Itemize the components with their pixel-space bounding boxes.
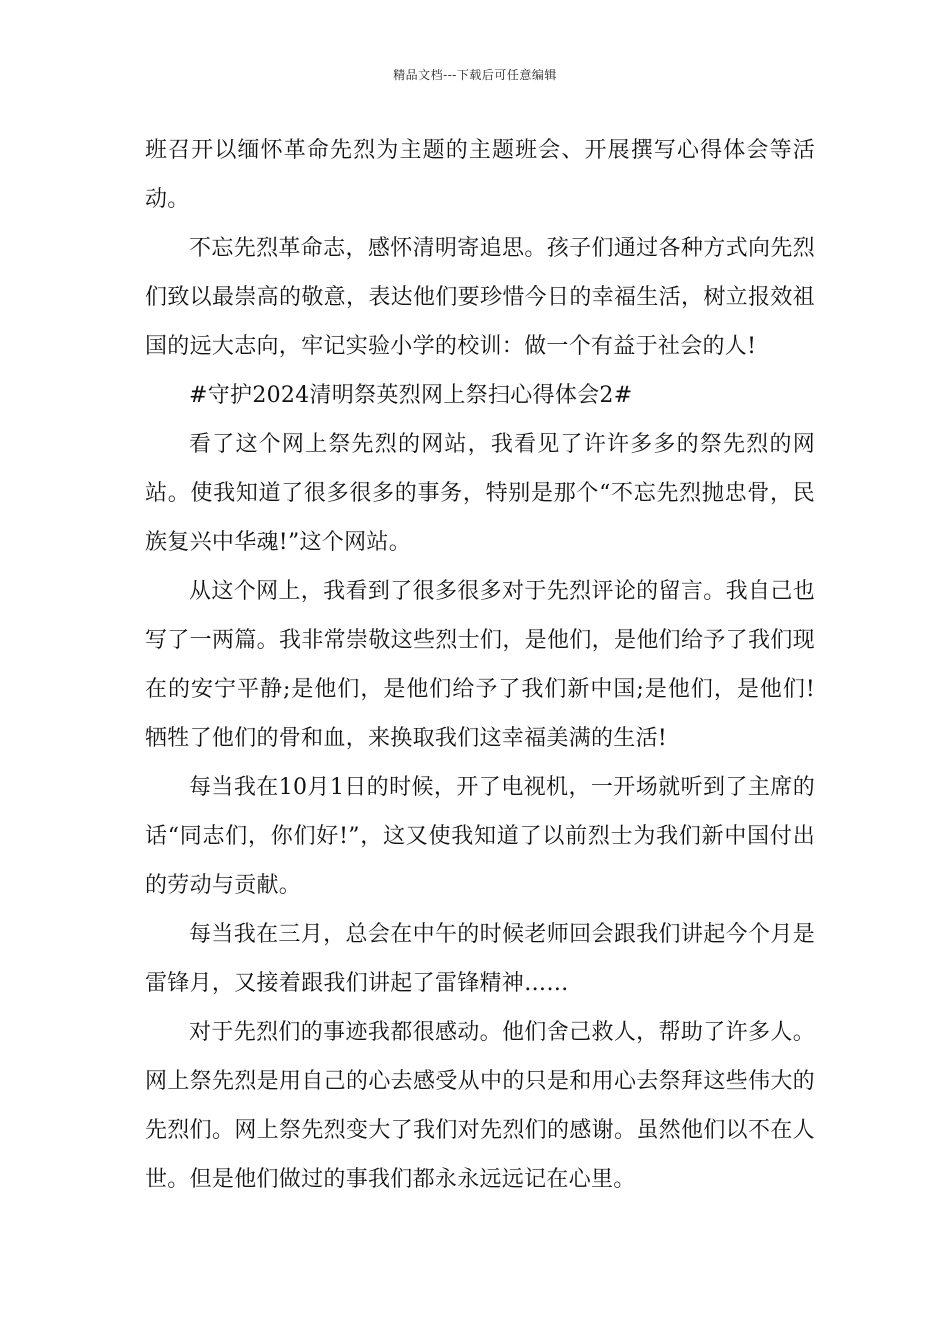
paragraph-2: 不忘先烈革命志，感怀清明寄追思。孩子们通过各种方式向先烈们致以最崇高的敬意，表达他们要珍惜今日的幸福生活，树立报效祖国的远大志向，牢记实验小学的校训：做一个有益于社会的人! <box>145 236 815 359</box>
paragraph-5: 每当我在10月1日的时候，开了电视机，一开场就听到了主席的话“同志们，你们好!”，这又使我知道了以前烈士为我们新中国付出的劳动与贡献。 <box>145 775 815 898</box>
paragraph-1: 班召开以缅怀革命先烈为主题的主题班会、开展撰写心得体会等活动。 <box>145 138 815 212</box>
document-body <box>145 126 815 1204</box>
paragraph-6: 每当我在三月，总会在中午的时候老师回会跟我们讲起今个月是雷锋月，又接着跟我们讲起了雷锋精神…… <box>145 922 815 996</box>
page-header: 精品文档---下载后可任意编辑 <box>393 68 557 82</box>
paragraph-7: 对于先烈们的事迹我都很感动。他们舍己救人，帮助了许多人。网上祭先烈是用自己的心去感受从中的只是和用心去祭拜这些伟大的先烈们。网上祭先烈变大了我们对先烈们的感谢。虽然他们以不在人世。但是他们做过的事我们都永永远远记在心里。 <box>145 1020 815 1192</box>
section-heading: #守护2024清明祭英烈网上祭扫心得体会2# <box>189 383 633 408</box>
paragraph-4: 从这个网上，我看到了很多很多对于先烈评论的留言。我自己也写了一两篇。我非常崇敬这些烈士们，是他们，是他们给予了我们现在的安宁平静;是他们，是他们给予了我们新中国;是他们，是他们!牺牲了他们的骨和血，来换取我们这幸福美满的生活! <box>145 579 815 751</box>
paragraph-3: 看了这个网上祭先烈的网站，我看见了许许多多的祭先烈的网站。使我知道了很多很多的事务，特别是那个“不忘先烈抛忠骨，民族复兴中华魂!”这个网站。 <box>145 432 815 555</box>
